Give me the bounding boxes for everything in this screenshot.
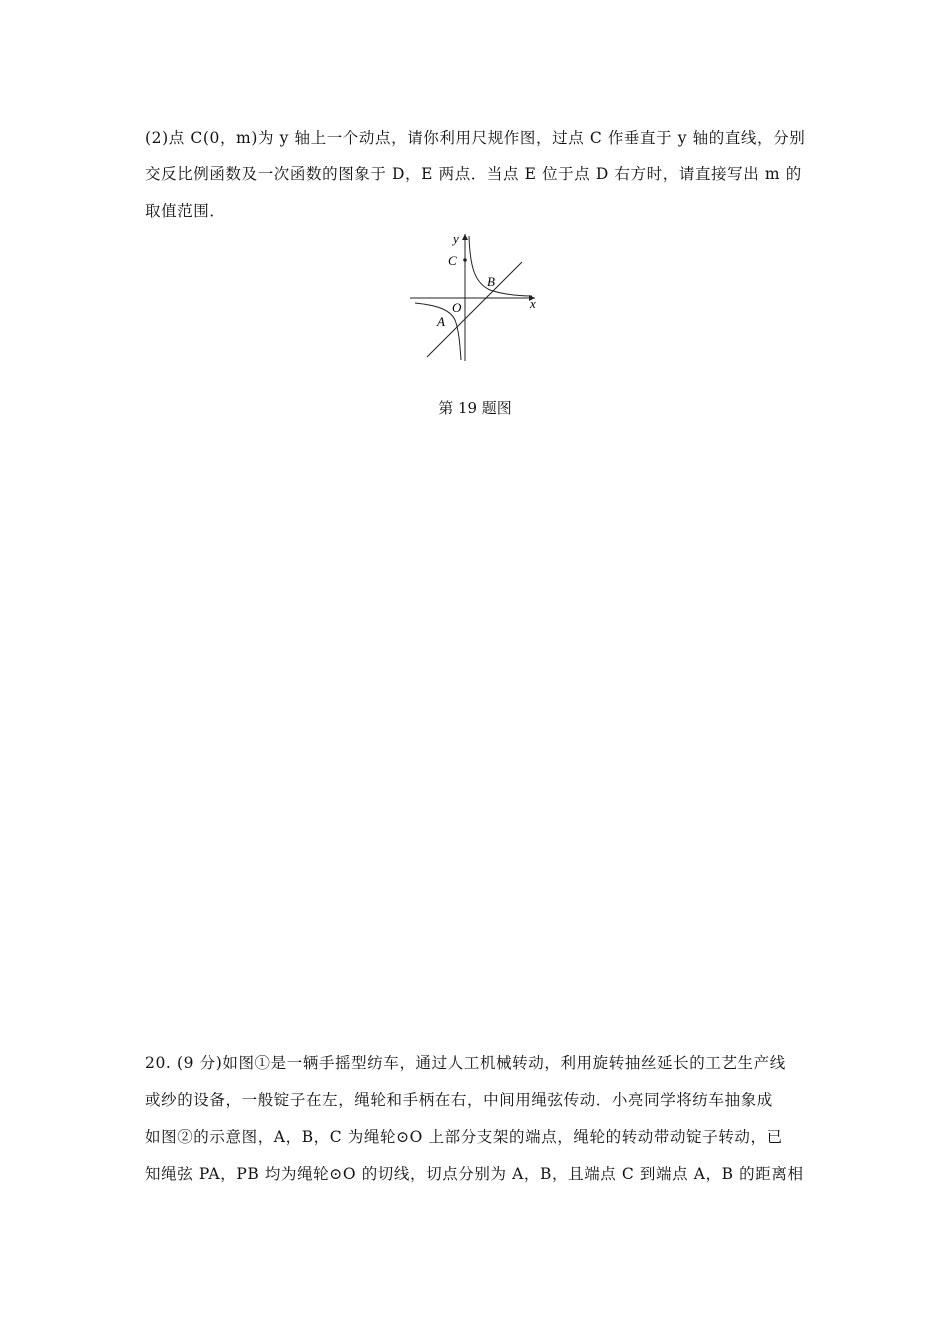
q20-text-line-4: 知绳弦 PA，PB 均为绳轮⊙O 的切线，切点分别为 A，B，且端点 C 到端点 A，B 的距离相	[145, 1165, 804, 1183]
y-axis-label: y	[453, 231, 459, 246]
q19-text-line-2: 交反比例函数及一次函数的图象于 D，E 两点．当点 E 位于点 D 右方时，请直接写出 m 的	[145, 165, 802, 183]
q19-function-graph-figure	[405, 228, 545, 363]
point-b-label: B	[487, 274, 495, 289]
linear-function-line	[427, 262, 522, 357]
origin-label: O	[452, 300, 462, 315]
q20-text-line-2: 或纱的设备，一般锭子在左，绳轮和手柄在右，中间用绳弦传动．小亮同学将纺车抽象成	[145, 1091, 773, 1109]
q20-text-line-3: 如图②的示意图，A，B，C 为绳轮⊙O 上部分支架的端点，绳轮的转动带动锭子转动，已	[145, 1128, 783, 1146]
point-c-label: C	[448, 253, 457, 268]
q20-text-line-1: 20. (9 分)如图①是一辆手摇型纺车，通过人工机械转动，利用旋转抽丝延长的工艺生产线	[145, 1054, 786, 1072]
hyperbola-first-quadrant	[469, 236, 532, 296]
point-a-label: A	[437, 314, 445, 329]
q19-text-line-3: 取值范围．	[145, 202, 226, 220]
point-c-dot	[463, 258, 467, 262]
x-axis-label: x	[530, 296, 536, 311]
figure-caption: 第 19 题图	[438, 399, 512, 417]
q19-text-line-1: (2)点 C(0，m)为 y 轴上一个动点，请你利用尺规作图，过点 C 作垂直于 y 轴的直线，分别	[145, 129, 806, 147]
